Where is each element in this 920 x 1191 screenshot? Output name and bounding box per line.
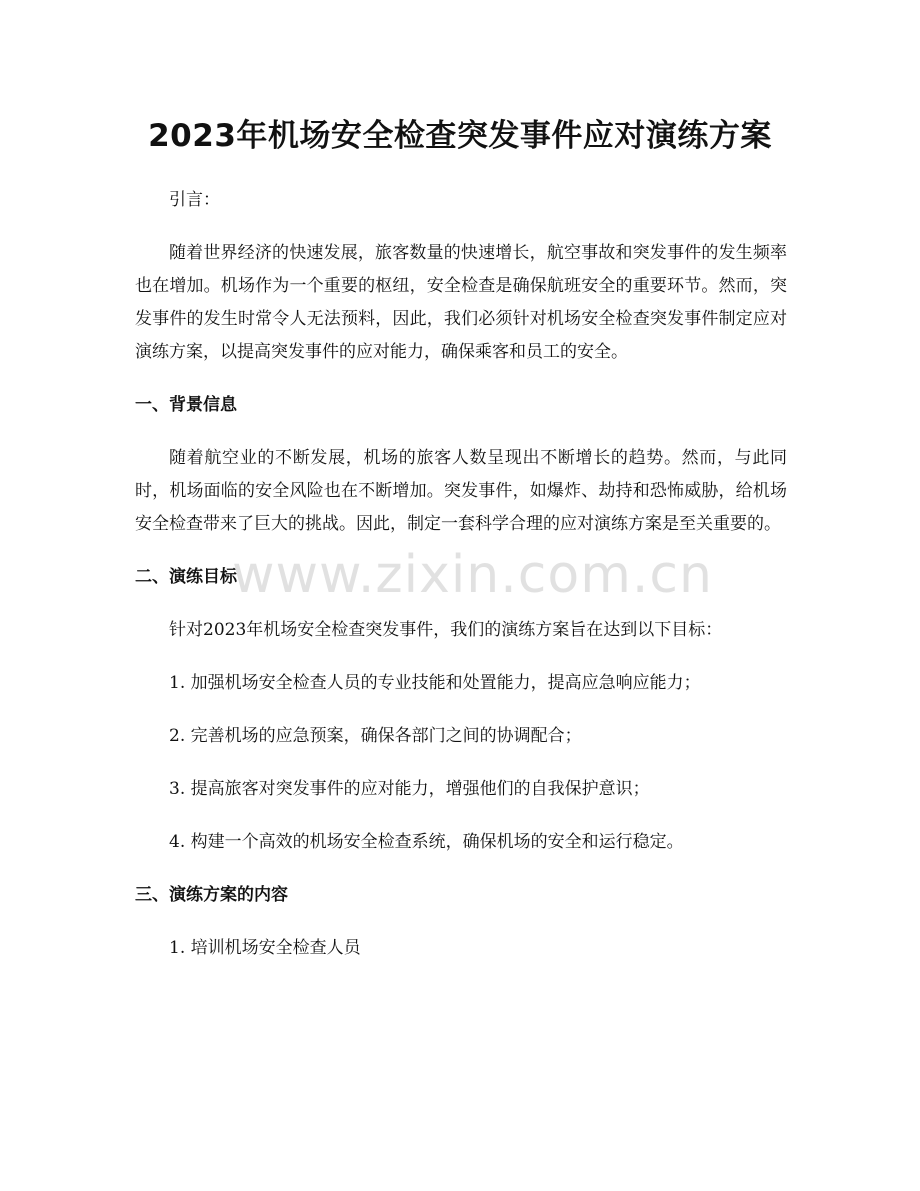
- intro-label: 引言：: [169, 190, 220, 210]
- content-item-1: 1. 培训机场安全检查人员: [169, 938, 361, 958]
- watermark-text: www.zixin.com.cn: [232, 545, 713, 605]
- section-heading-content: 三、演练方案的内容: [135, 885, 288, 905]
- document-title: 2023年机场安全检查突发事件应对演练方案: [148, 118, 772, 154]
- document-body: [135, 184, 787, 965]
- goal-item-4: 4. 构建一个高效的机场安全检查系统，确保机场的安全和运行稳定。: [169, 832, 684, 852]
- goal-item-1: 1. 加强机场安全检查人员的专业技能和处置能力，提高应急响应能力；: [169, 673, 701, 693]
- section-heading-background: 一、背景信息: [135, 395, 237, 415]
- goal-item-2: 2. 完善机场的应急预案，确保各部门之间的协调配合；: [169, 726, 582, 746]
- goal-item-3: 3. 提高旅客对突发事件的应对能力，增强他们的自我保护意识；: [169, 779, 650, 799]
- intro-paragraph: 随着世界经济的快速发展，旅客数量的快速增长，航空事故和突发事件的发生频率也在增加。机场作为一个重要的枢纽，安全检查是确保航班安全的重要环节。然而，突发事件的发生时常令人无法预料，因此，我们必须针对机场安全检查突发事件制定应对演练方案，以提高突发事件的应对能力，确保乘客和员工的安全。: [135, 243, 787, 362]
- section-background-paragraph: 随着航空业的不断发展，机场的旅客人数呈现出不断增长的趋势。然而，与此同时，机场面临的安全风险也在不断增加。突发事件，如爆炸、劫持和恐怖威胁，给机场安全检查带来了巨大的挑战。因此，制定一套科学合理的应对演练方案是至关重要的。: [135, 448, 787, 534]
- goals-intro-paragraph: 针对2023年机场安全检查突发事件，我们的演练方案旨在达到以下目标：: [169, 620, 723, 640]
- section-heading-goals: 二、演练目标: [135, 567, 237, 587]
